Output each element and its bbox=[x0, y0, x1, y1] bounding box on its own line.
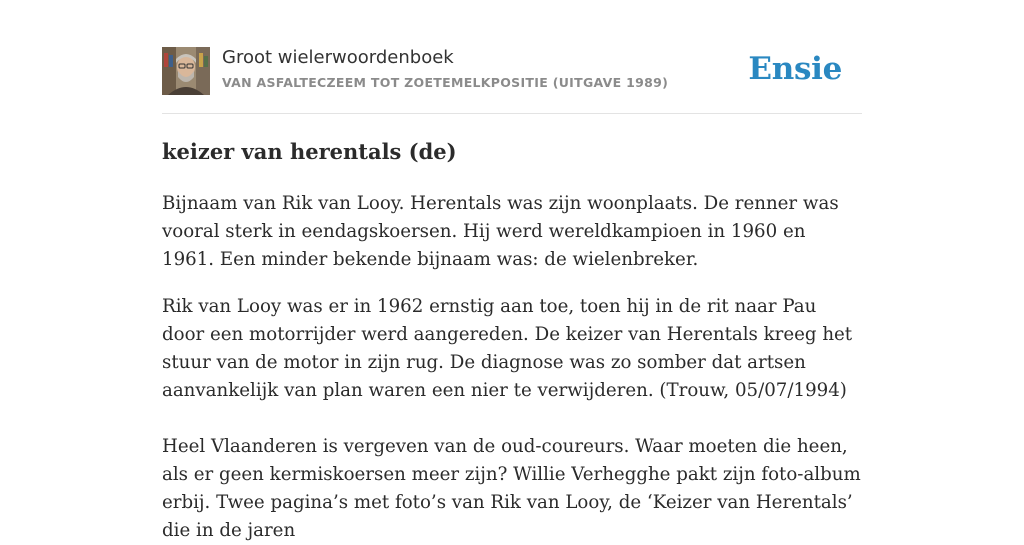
entry-paragraph: Rik van Looy was er in 1962 ernstig aan toe, toen hij in de rit naar Pau door een motorrijder werd aangereden. De keizer van Herentals kreeg het stuur van de motor in zijn rug. De diagnose was zo somber dat artsen aanvankelijk van plan waren een nier te verwijderen. (Trouw, 05/07/1994) bbox=[162, 296, 853, 401]
entry-title: keizer van herentals (de) bbox=[162, 139, 457, 164]
page-header bbox=[162, 46, 862, 96]
ensie-logo[interactable]: Ensie bbox=[748, 51, 842, 87]
entry-paragraph: Bijnaam van Rik van Looy. Herentals was zijn woonplaats. De renner was vooral sterk in eendagskoersen. Hij werd wereldkampioen in 1960 en 1961. Een minder bekende bijnaam was: de wielenbreker. bbox=[162, 193, 839, 270]
book-title[interactable]: Groot wielerwoordenboek bbox=[222, 47, 454, 68]
book-subtitle: VAN ASFALTECZEEM TOT ZOETEMELKPOSITIE (UITGAVE 1989) bbox=[222, 75, 669, 90]
entry-paragraph: Heel Vlaanderen is vergeven van de oud-coureurs. Waar moeten die heen, als er geen kermiskoersen meer zijn? Willie Verhegghe pakt zijn foto-album erbij. Twee pagina’s met foto’s van Rik van Looy, de ‘Keizer van Herentals’ die in de jaren bbox=[162, 436, 861, 541]
author-portrait-icon bbox=[162, 47, 210, 95]
entry-content bbox=[162, 190, 862, 545]
header-divider bbox=[162, 113, 862, 114]
author-avatar[interactable] bbox=[162, 47, 210, 95]
